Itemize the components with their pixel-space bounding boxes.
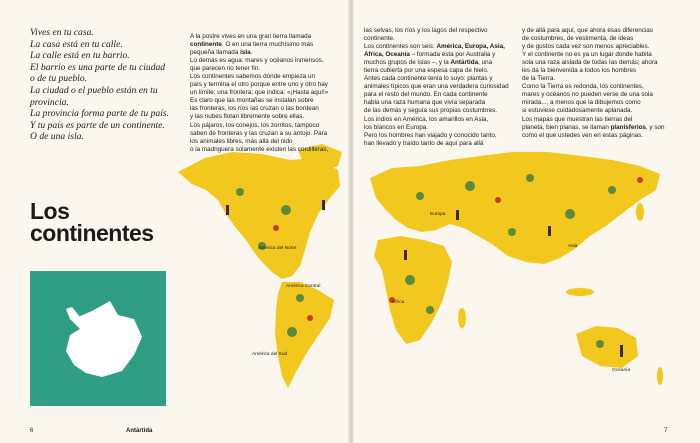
title-line: Los [30,198,70,224]
label-america-sur: América del Sud [252,352,288,357]
column-line: planeta, bien planas, se llaman planisferios, y son [522,123,665,131]
page-title [30,200,154,244]
column-line: o la madriguera solamente existen las cordilleras, [190,145,329,153]
column-line: de las demás y seguía sus propias costumbres. [364,107,498,115]
poem-line: La casa está en tu calle. [30,38,123,50]
column-line: Los indios en América, los amarillos en Asia, [364,115,489,123]
column-line: país y termina el otro porque entre uno y otro hay [190,81,328,89]
page-number-right: 7 [664,428,668,434]
indonesia-island [566,288,594,296]
column-line: continente. [364,35,395,43]
japan-island [636,203,644,221]
column-line: las selvas, los ríos y los lagos del respectivo [364,27,488,34]
column-line: que parecen no tener fin. [190,65,261,73]
column-line: Como la Tierra es redonda, los continentes, [522,83,644,91]
label-asia: Asia [568,244,578,249]
column-line: Africa, Oceanía – formada ésta por Australia y [364,51,496,59]
column-line: han llevado y traído tanto de aquí para allá [364,139,484,147]
column-line: habla una raza humana que vivía separada [364,99,486,107]
bold-term: planisferios [610,123,646,131]
column-line: continente. O en una tierra muchísimo más [190,41,314,49]
madagascar-island [458,308,466,328]
book-gutter [348,0,354,443]
poem-line: Vives en tu casa. [30,27,94,38]
poem-line: Y tu país es parte de un continente. [30,119,165,131]
column-line: pequeña llamada isla. [190,49,253,57]
column-line: los animales libres, más allá del nido [190,137,293,145]
label-america-central: América Central [286,284,321,289]
bold-term: Africa, Oceanía [364,51,410,59]
text-column-2 [364,27,514,148]
column-line: como el que ustedes ven en estas páginas. [522,131,644,139]
column-line: si estuviese cuidadosamente aplanada. [522,107,633,115]
column-line: animales típicos que eran una verdadera curiosidad [364,83,509,91]
text-column-1 [190,33,345,154]
column-line: sola una raza aislada de todas las demás; ahora [522,59,658,67]
column-line: Los continentes son seis: América, Europa, Asia, [364,43,505,51]
poem-line: El barrio es una parte de tu ciudad [30,61,166,73]
column-line: saben de fronteras y las cruzan a su antojo. Para [190,129,328,137]
new-zealand-island [657,367,663,385]
column-line: y de gustos cada vez son menos apreciables. [522,43,650,51]
uk-island [374,179,382,193]
africa-landmass [374,236,452,344]
label-oceania: Oceanía [612,368,631,373]
column-line: Los pájaros, los conejos, los zorritos, tampoco [190,121,320,129]
column-line: Lo demás es agua: mares y océanos inmensos, [190,57,324,65]
column-line: Los continentes sabemos dónde empieza un [190,73,315,81]
bold-term: isla [240,49,251,57]
column-line: les da la bienvenida a todos los hombres [522,67,637,75]
column-line: para el resto del mundo. En cada continente [364,91,488,99]
column-line: las fronteras, los ríos las cruzan o las bordean [190,105,319,113]
poem-line: La ciudad o el pueblo están en tu [30,84,158,96]
poem-line: provincia. [30,96,69,108]
column-line: de la Tierra. [522,75,556,83]
label-europa: Europa [430,212,446,217]
title-line: continentes [30,220,154,246]
column-line: mares y océanos no pueden verse de una sola [522,91,653,99]
column-line: y de allá para aquí, que ahora esas diferencias [522,27,653,34]
south-america-landmass [275,282,334,388]
page-number-left: 6 [30,428,34,434]
column-line: los blancos en Europa. [364,123,429,131]
column-line: un límite, una frontera; que indica: «¡Hasta aquí!» [190,89,329,97]
label-america-norte: América del Norte [258,246,297,251]
poem-line: La provincia forma parte de tu país. [30,108,170,120]
bold-term: América, Europa, Asia, [436,43,505,51]
poem-line: o de tu pueblo. [30,73,88,85]
label-africa: Africa [392,300,405,305]
antarctica-inset [30,271,166,406]
intro-poem [30,27,190,143]
column-line: Los mapas que muestran las tierras del [522,115,633,123]
column-line: muchos grupos de islas –, y la Antártida, una [364,59,493,67]
column-line: Es claro que las montañas se instalan sobre [190,97,314,105]
north-america-landmass [178,152,340,279]
antarctica-shape [30,271,166,406]
column-line: y las nubes flotan libremente sobre ellas. [190,113,305,121]
column-line: Y el continente no es ya un lugar donde habita [522,51,652,59]
column-line: Pero los hombres han viajado y conocido tanto, [364,131,497,139]
column-line: A la postre vives en una gran tierra llamada [190,33,312,40]
bold-term: continente [190,41,222,49]
text-column-3 [522,27,687,140]
column-line: de costumbres, de vestimenta, de ideas [522,35,634,43]
column-line: tierra cubierta por una espesa capa de hielo. [364,67,489,75]
poem-line: O de una isla. [30,131,84,143]
antarctica-label: Antártida [126,428,153,434]
column-line: Antes cada continente tenía lo suyo: plantas y [364,75,493,83]
poem-line: La calle está en tu barrio. [30,50,130,62]
bold-term: Antártida [450,59,479,67]
column-line: mirada..., a menos que la dibujemos como [522,99,641,107]
australia-landmass [576,326,638,368]
